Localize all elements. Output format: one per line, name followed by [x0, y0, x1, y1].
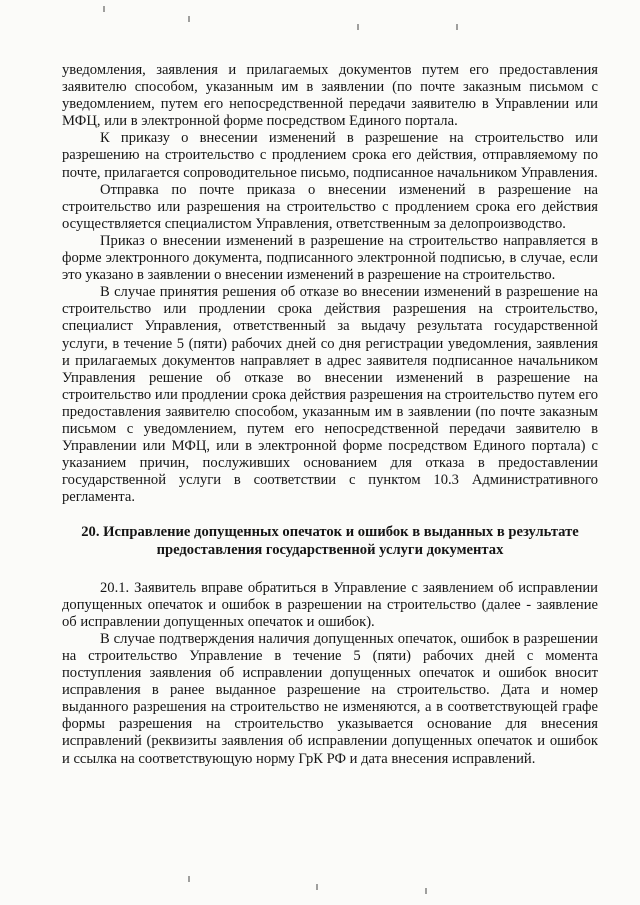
paragraph: Отправка по почте приказа о внесении изменений в разрешение на строительство или разрешения на строительство с продлением срока его действия осуществляется специалистом Управления, ответственным за делопроизводство. — [62, 181, 598, 232]
document-body — [62, 62, 598, 768]
scan-mark — [188, 16, 190, 22]
scan-mark — [103, 6, 105, 12]
paragraph: уведомления, заявления и прилагаемых документов путем его предоставления заявителю способом, указанным им в заявлении (по почте заказным письмом с уведомлением, путем его непосредственной передачи заявителю в Управлении или МФЦ, или в электронной форме посредством Единого портала. — [62, 62, 598, 130]
section-heading: 20. Исправление допущенных опечаток и ошибок в выданных в результате предоставления государственной услуги документах — [81, 524, 579, 558]
paragraph: Приказ о внесении изменений в разрешение на строительство направляется в форме электронного документа, подписанного электронной подписью, в случае, если это указано в заявлении о внесении изменений в разрешение на строительство. — [62, 232, 598, 284]
scan-mark — [188, 876, 190, 882]
paragraph: 20.1. Заявитель вправе обратиться в Управление с заявлением об исправлении допущенных опечаток и ошибок в разрешении на строительство (далее - заявление об исправлении допущенных опечаток и ошибок). — [62, 579, 598, 630]
scan-mark — [316, 884, 318, 890]
paragraph: В случае принятия решения об отказе во внесении изменений в разрешение на строительство или продлении срока действия разрешения на строительство, специалист Управления, ответственный за выдачу результата государственной услуги, в течение 5 (пяти) рабочих дней со дня регистрации уведомления, заявления и прилагаемых документов направляет в адрес заявителя подписанное начальником Управления решение об отказе во внесении изменений в разрешение на строительство или продлении срока действия разрешения на строительство путем его предоставления заявителю способом, указанным им в заявлении (по почте заказным письмом с уведомлением, путем его непосредственной передачи заявителю в Управлении или МФЦ, или в электронной форме посредством Единого портала) с указанием причин, послуживших основанием для отказа в предоставлении государственной услуги в соответствии с пунктом 10.3 Административного регламента. — [62, 284, 598, 506]
scan-mark — [357, 24, 359, 30]
scan-mark — [425, 888, 427, 894]
scan-mark — [456, 24, 458, 30]
paragraph: В случае подтверждения наличия допущенных опечаток, ошибок в разрешении на строительство Управление в течение 5 (пяти) рабочих дней с момента поступления заявления об исправлении допущенных опечаток и ошибок вносит исправления в ранее выданное разрешение на строительство. Дата и номер выданного разрешения на строительство не изменяются, а в соответствующей графе формы разрешения на строительство указывается основание для внесения исправлений (реквизиты заявления об исправлении допущенных опечаток и ошибок и ссылка на соответствующую норму ГрК РФ и дата внесения исправлений. — [62, 630, 598, 767]
paragraph: К приказу о внесении изменений в разрешение на строительство или разрешению на строительство с продлением срока его действия, отправляемому по почте, прилагается сопроводительное письмо, подписанное начальником Управления. — [62, 130, 598, 181]
